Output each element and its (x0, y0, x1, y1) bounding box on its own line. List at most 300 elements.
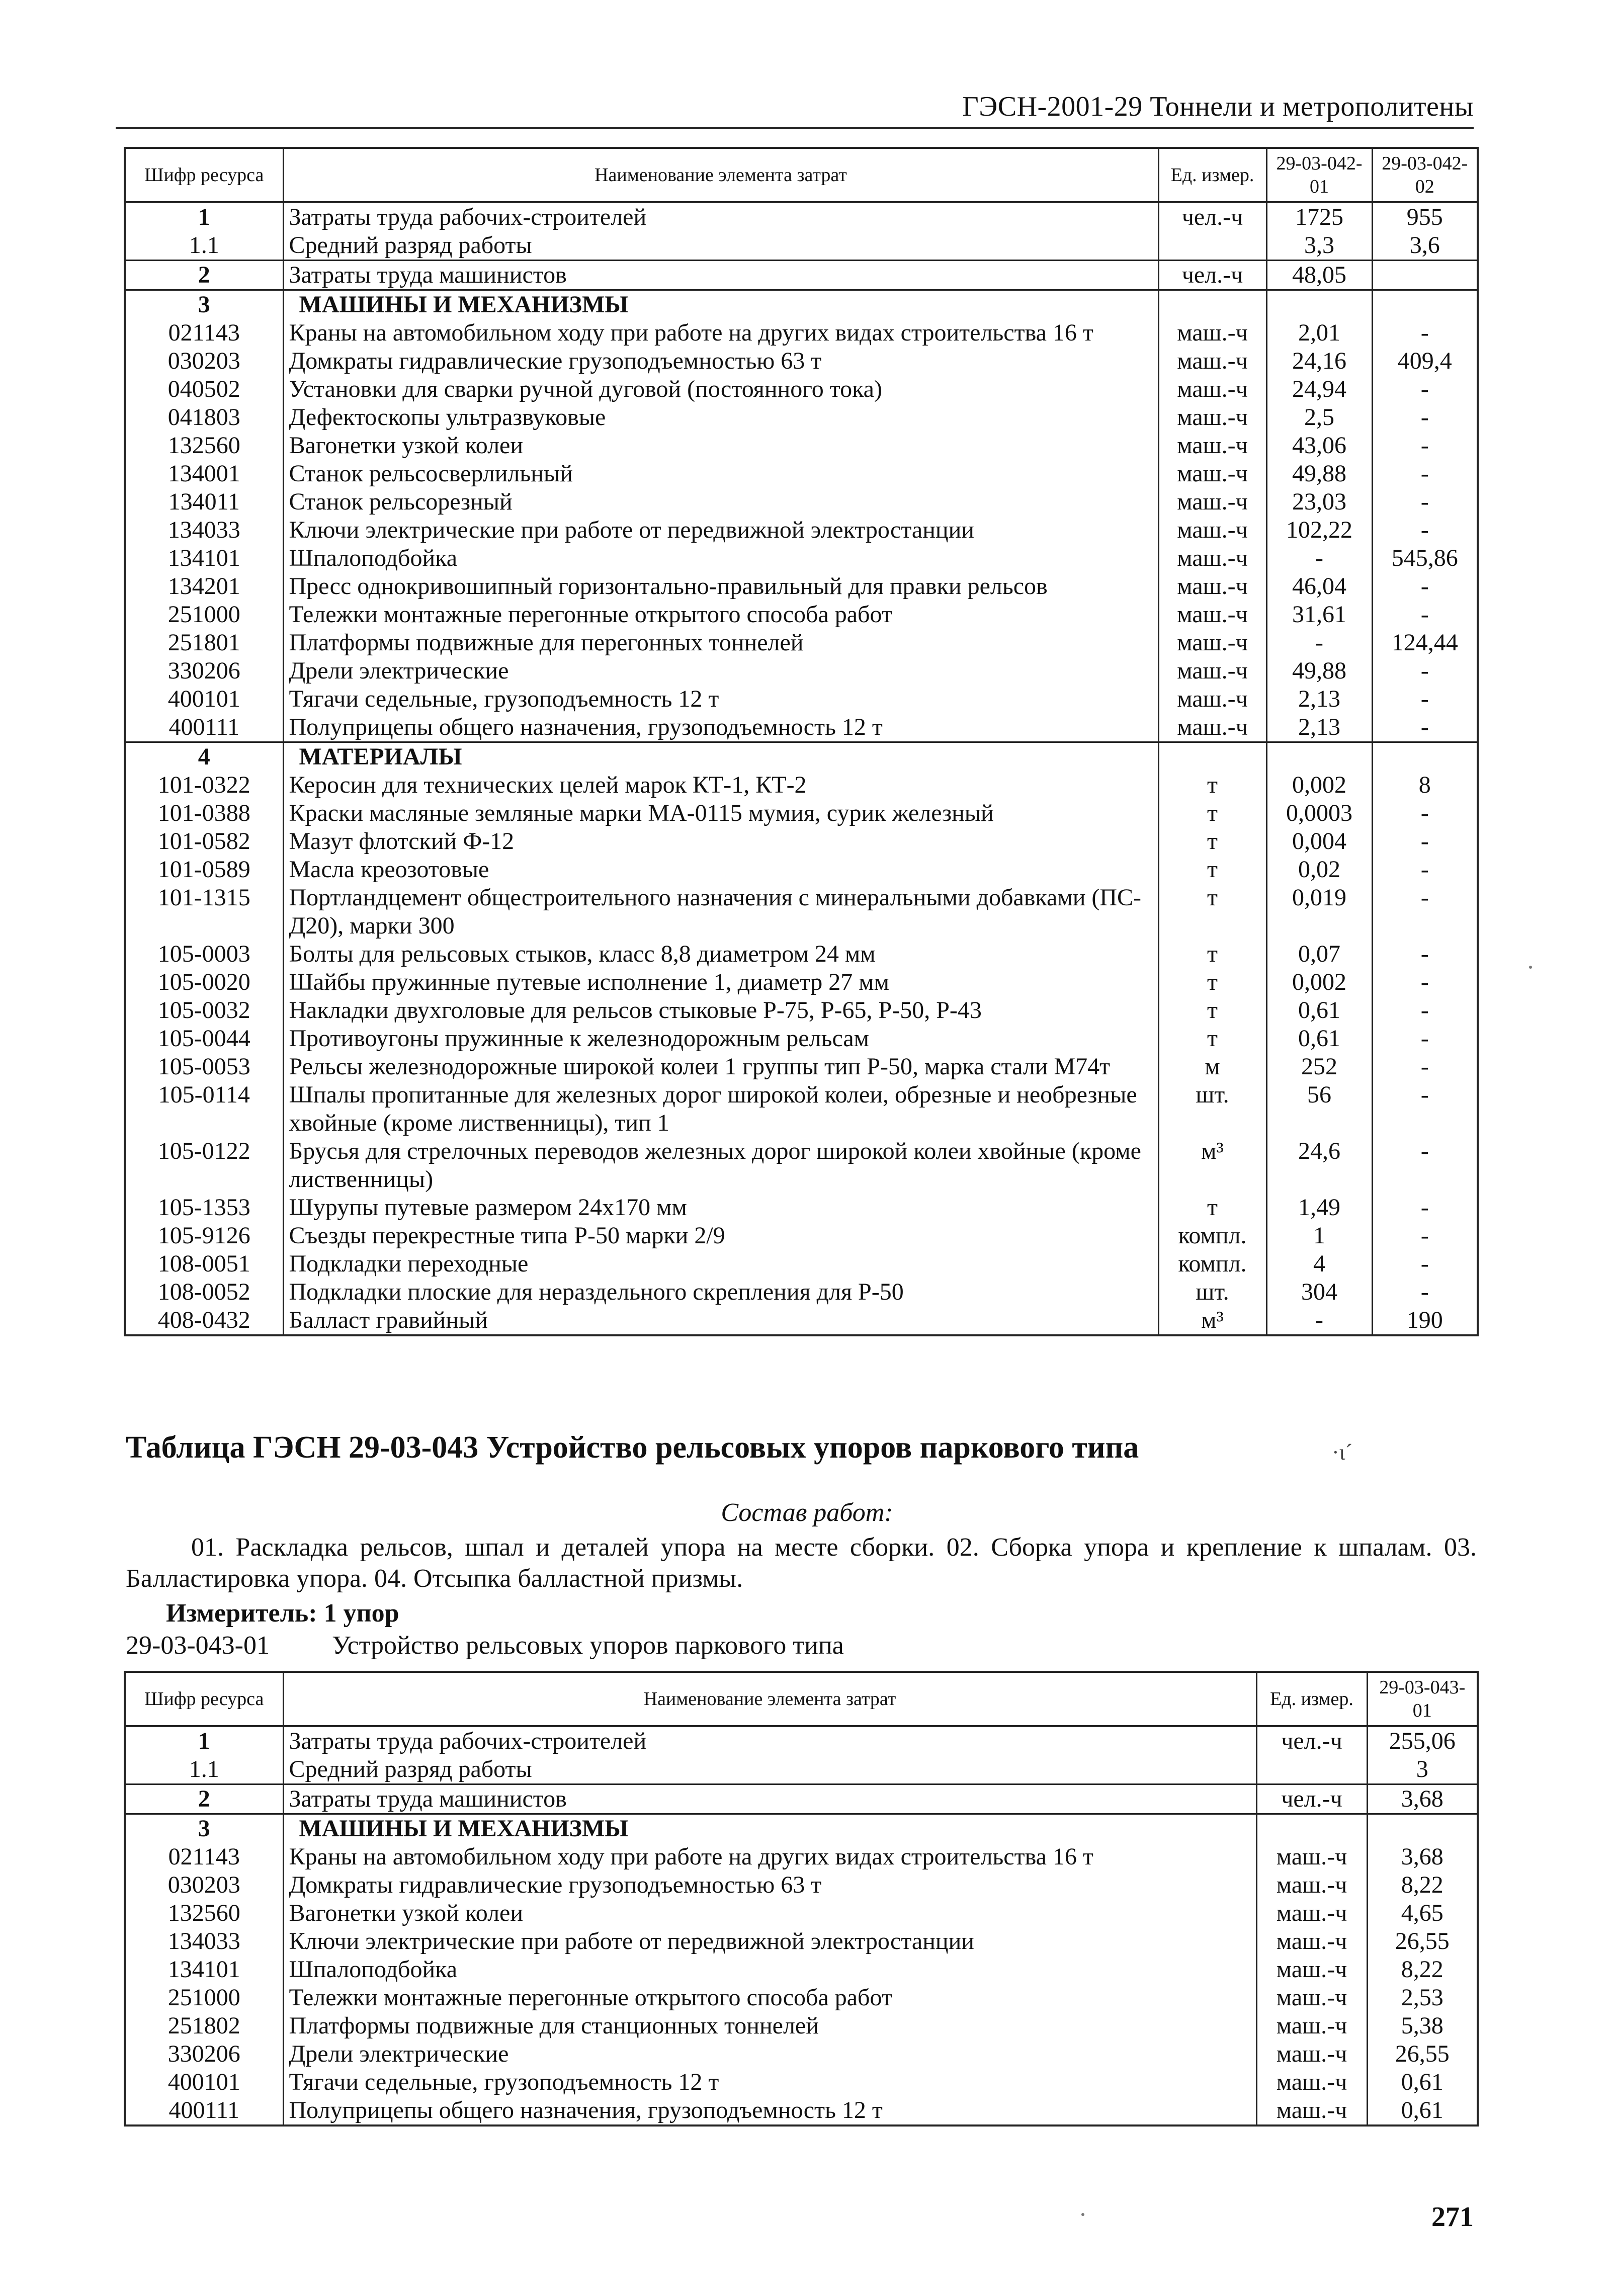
row-code: 105-0122 (125, 1137, 283, 1194)
table-row (125, 1984, 1478, 2012)
row-name: Пресс однокривошипный горизонтально-правильный для правки рельсов (283, 572, 1158, 601)
row-unit: маш.-ч (1256, 2040, 1367, 2068)
table-row (125, 771, 1478, 799)
row-value-2: - (1372, 657, 1478, 685)
table-body (125, 202, 1478, 1335)
row-name: Ключи электрические при работе от передвижной электростанции (283, 1927, 1256, 1955)
row-value-2: - (1372, 799, 1478, 827)
row-unit: маш.-ч (1256, 1843, 1367, 1871)
meter-label: Измеритель: (166, 1599, 317, 1628)
row-value-1: 0,61 (1367, 2068, 1478, 2096)
row-value-2: - (1372, 713, 1478, 742)
row-code: 2 (125, 261, 283, 290)
row-code: 105-1353 (125, 1194, 283, 1222)
row-value-1: 24,16 (1266, 347, 1372, 375)
table-row (125, 403, 1478, 432)
row-code: 105-0053 (125, 1053, 283, 1081)
row-unit: т (1158, 1194, 1266, 1222)
row-value-1 (1266, 290, 1372, 319)
table-row (125, 261, 1478, 290)
table-row (125, 572, 1478, 601)
row-value-1: 3,68 (1367, 1784, 1478, 1814)
row-code: 4 (125, 742, 283, 772)
row-code: 101-0322 (125, 771, 283, 799)
row-unit: т (1158, 996, 1266, 1025)
page-header: ГЭСН-2001-29 Тоннели и метрополитены (116, 91, 1474, 129)
row-name: Съезды перекрестные типа Р-50 марки 2/9 (283, 1222, 1158, 1250)
row-code: 251802 (125, 2012, 283, 2040)
norm-code: 29-03-043-01 (126, 1631, 270, 1660)
row-value-2: 124,44 (1372, 629, 1478, 657)
row-value-2: 545,86 (1372, 544, 1478, 572)
row-code: 2 (125, 1784, 283, 1814)
table-row (125, 2012, 1478, 2040)
row-value-2: - (1372, 1025, 1478, 1053)
row-name: Станок рельсосверлильный (283, 460, 1158, 488)
works-description: 01. Раскладка рельсов, шпал и деталей упора на месте сборки. 02. Сборка упора и крепление к шпалам. 03. Балластировка упора. 04. Отсыпка балластной призмы. (126, 1533, 1477, 1593)
row-unit (1158, 290, 1266, 319)
row-name: Масла креозотовые (283, 856, 1158, 884)
row-code: 1 (125, 202, 283, 231)
row-unit: маш.-ч (1158, 488, 1266, 516)
row-value-1: 3 (1367, 1755, 1478, 1784)
row-code: 134201 (125, 572, 283, 601)
row-code: 108-0052 (125, 1278, 283, 1306)
row-unit: маш.-ч (1158, 516, 1266, 544)
row-code: 030203 (125, 347, 283, 375)
row-code: 134001 (125, 460, 283, 488)
row-value-2: - (1372, 1194, 1478, 1222)
row-value-1: - (1266, 544, 1372, 572)
row-name: Брусья для стрелочных переводов железных дорог широкой колеи хвойные (кроме лиственницы) (283, 1137, 1158, 1194)
row-code: 400111 (125, 2096, 283, 2125)
row-value-1: 31,61 (1266, 601, 1372, 629)
row-unit (1256, 1814, 1367, 1843)
row-value-1: 0,07 (1266, 940, 1372, 968)
row-unit: маш.-ч (1158, 403, 1266, 432)
table-row (125, 375, 1478, 403)
row-unit: маш.-ч (1158, 685, 1266, 713)
table-row (125, 601, 1478, 629)
row-code: 105-0044 (125, 1025, 283, 1053)
row-unit: чел.-ч (1158, 261, 1266, 290)
meter-value: 1 упор (323, 1599, 399, 1628)
row-value-2: 8 (1372, 771, 1478, 799)
row-unit: компл. (1158, 1222, 1266, 1250)
section-row (125, 1814, 1478, 1843)
table-row (125, 1137, 1478, 1194)
row-name: Краны на автомобильном ходу при работе на других видах строительства 16 т (283, 319, 1158, 347)
row-value-1: 0,002 (1266, 771, 1372, 799)
row-value-1: 2,01 (1266, 319, 1372, 347)
row-value-2: - (1372, 488, 1478, 516)
row-code: 105-0020 (125, 968, 283, 996)
row-name: Средний разряд работы (283, 1755, 1256, 1784)
row-name: Платформы подвижные для перегонных тоннелей (283, 629, 1158, 657)
table-row (125, 629, 1478, 657)
table-row (125, 347, 1478, 375)
row-code: 030203 (125, 1871, 283, 1899)
row-value-2: - (1372, 319, 1478, 347)
col-header-unit: Ед. измер. (1158, 148, 1266, 202)
table-row (125, 996, 1478, 1025)
row-value-1: 46,04 (1266, 572, 1372, 601)
row-value-1: 48,05 (1266, 261, 1372, 290)
row-unit: маш.-ч (1256, 1899, 1367, 1927)
row-code: 101-0589 (125, 856, 283, 884)
scan-mark: ·ɩ´ (1332, 1440, 1353, 1465)
row-unit: чел.-ч (1256, 1726, 1367, 1755)
table-row (125, 856, 1478, 884)
row-name: МАШИНЫ И МЕХАНИЗМЫ (283, 1814, 1256, 1843)
row-unit: маш.-ч (1256, 1871, 1367, 1899)
meter-line (166, 1598, 399, 1629)
row-name: Накладки двухголовые для рельсов стыковые Р-75, Р-65, Р-50, Р-43 (283, 996, 1158, 1025)
row-code: 101-0388 (125, 799, 283, 827)
row-value-1: - (1266, 629, 1372, 657)
row-unit: м³ (1158, 1137, 1266, 1194)
row-name: Затраты труда рабочих-строителей (283, 1726, 1256, 1755)
row-value-2: - (1372, 1137, 1478, 1194)
row-value-1: 24,94 (1266, 375, 1372, 403)
col-header-code: Шифр ресурса (125, 1672, 283, 1726)
row-unit: чел.-ч (1158, 202, 1266, 231)
row-code: 132560 (125, 1899, 283, 1927)
row-name: Краны на автомобильном ходу при работе на других видах строительства 16 т (283, 1843, 1256, 1871)
row-value-1: 0,019 (1266, 884, 1372, 940)
row-unit: маш.-ч (1256, 1955, 1367, 1984)
row-name: Вагонетки узкой колеи (283, 432, 1158, 460)
row-value-1: 23,03 (1266, 488, 1372, 516)
row-value-2: - (1372, 856, 1478, 884)
row-name: МАТЕРИАЛЫ (283, 742, 1158, 772)
row-name: Домкраты гидравлические грузоподъемностью 63 т (283, 347, 1158, 375)
resource-table-042 (124, 147, 1479, 1336)
row-code: 134033 (125, 1927, 283, 1955)
row-unit: маш.-ч (1158, 629, 1266, 657)
row-unit: маш.-ч (1158, 601, 1266, 629)
row-name: Ключи электрические при работе от передвижной электростанции (283, 516, 1158, 544)
row-code: 108-0051 (125, 1250, 283, 1278)
row-name: Мазут флотский Ф-12 (283, 827, 1158, 856)
row-unit: м³ (1158, 1306, 1266, 1335)
table-row (125, 1899, 1478, 1927)
row-value-2: - (1372, 601, 1478, 629)
row-value-2: - (1372, 1250, 1478, 1278)
table-row (125, 1306, 1478, 1335)
row-code: 400111 (125, 713, 283, 742)
row-unit: т (1158, 940, 1266, 968)
row-value-1: 1 (1266, 1222, 1372, 1250)
row-value-2: - (1372, 375, 1478, 403)
row-unit (1158, 231, 1266, 261)
row-name: Платформы подвижные для станционных тоннелей (283, 2012, 1256, 2040)
table-row (125, 202, 1478, 231)
row-code: 134101 (125, 1955, 283, 1984)
row-value-1: 24,6 (1266, 1137, 1372, 1194)
row-code: 105-0003 (125, 940, 283, 968)
table-row (125, 1194, 1478, 1222)
table-row (125, 799, 1478, 827)
row-code: 330206 (125, 2040, 283, 2068)
table-row (125, 1843, 1478, 1871)
table-row (125, 1081, 1478, 1137)
row-value-2: - (1372, 827, 1478, 856)
row-value-2 (1372, 742, 1478, 772)
row-code: 3 (125, 290, 283, 319)
row-value-2: 190 (1372, 1306, 1478, 1335)
row-unit: маш.-ч (1158, 460, 1266, 488)
table-row (125, 1955, 1478, 1984)
row-unit: маш.-ч (1256, 2068, 1367, 2096)
row-unit: маш.-ч (1158, 347, 1266, 375)
table-row (125, 1278, 1478, 1306)
table-row (125, 488, 1478, 516)
row-code: 251801 (125, 629, 283, 657)
table-row (125, 940, 1478, 968)
row-code: 3 (125, 1814, 283, 1843)
row-code: 1.1 (125, 231, 283, 261)
row-value-2: - (1372, 685, 1478, 713)
row-code: 330206 (125, 657, 283, 685)
row-value-1: 5,38 (1367, 2012, 1478, 2040)
table-row (125, 544, 1478, 572)
row-value-1: 49,88 (1266, 460, 1372, 488)
row-name: Полуприцепы общего назначения, грузоподъемность 12 т (283, 713, 1158, 742)
row-unit: маш.-ч (1158, 713, 1266, 742)
row-value-1: 0,61 (1266, 996, 1372, 1025)
row-unit: маш.-ч (1158, 375, 1266, 403)
row-name: Шпалоподбойка (283, 544, 1158, 572)
row-unit: маш.-ч (1256, 2012, 1367, 2040)
col-header-norm-1: 29-03-042-01 (1266, 148, 1372, 202)
row-name: Тележки монтажные перегонные открытого способа работ (283, 601, 1158, 629)
row-name: Установки для сварки ручной дуговой (постоянного тока) (283, 375, 1158, 403)
col-header-norm-2: 29-03-042-02 (1372, 148, 1478, 202)
table-row (125, 2068, 1478, 2096)
row-value-1: 3,68 (1367, 1843, 1478, 1871)
row-value-2: - (1372, 403, 1478, 432)
row-name: Станок рельсорезный (283, 488, 1158, 516)
row-unit: т (1158, 856, 1266, 884)
table-row (125, 460, 1478, 488)
row-name: Затраты труда рабочих-строителей (283, 202, 1158, 231)
table-row (125, 1755, 1478, 1784)
row-name: Балласт гравийный (283, 1306, 1158, 1335)
row-code: 101-1315 (125, 884, 283, 940)
row-unit: маш.-ч (1158, 319, 1266, 347)
table-row (125, 319, 1478, 347)
section-row (125, 290, 1478, 319)
table-row (125, 968, 1478, 996)
row-code: 134033 (125, 516, 283, 544)
row-code: 134101 (125, 544, 283, 572)
row-value-1: 26,55 (1367, 2040, 1478, 2068)
row-name: Краски масляные земляные марки МА-0115 мумия, сурик железный (283, 799, 1158, 827)
row-code: 105-0114 (125, 1081, 283, 1137)
row-value-1: 0,61 (1266, 1025, 1372, 1053)
row-value-1: - (1266, 1306, 1372, 1335)
row-name: Полуприцепы общего назначения, грузоподъемность 12 т (283, 2096, 1256, 2125)
row-value-1: 8,22 (1367, 1955, 1478, 1984)
table-row (125, 1927, 1478, 1955)
row-unit: м (1158, 1053, 1266, 1081)
row-value-2: 955 (1372, 202, 1478, 231)
row-value-1: 0,004 (1266, 827, 1372, 856)
row-unit: компл. (1158, 1250, 1266, 1278)
table-row (125, 1726, 1478, 1755)
table-row (125, 1053, 1478, 1081)
row-code: 132560 (125, 432, 283, 460)
row-name: Подкладки плоские для нераздельного скрепления для Р-50 (283, 1278, 1158, 1306)
row-value-1: 0,0003 (1266, 799, 1372, 827)
row-value-2 (1372, 290, 1478, 319)
row-value-1: 0,61 (1367, 2096, 1478, 2125)
row-code: 400101 (125, 2068, 283, 2096)
row-name: Противоугоны пружинные к железнодорожным рельсам (283, 1025, 1158, 1053)
row-name: Дефектоскопы ультразвуковые (283, 403, 1158, 432)
table-row (125, 231, 1478, 261)
row-name: Дрели электрические (283, 2040, 1256, 2068)
row-name: Дрели электрические (283, 657, 1158, 685)
row-unit: маш.-ч (1158, 572, 1266, 601)
table-row (125, 1222, 1478, 1250)
row-value-1: 56 (1266, 1081, 1372, 1137)
row-value-1: 49,88 (1266, 657, 1372, 685)
table-body (125, 1726, 1478, 2125)
table-row (125, 2096, 1478, 2125)
row-code: 021143 (125, 1843, 283, 1871)
table-row (125, 713, 1478, 742)
col-header-code: Шифр ресурса (125, 148, 283, 202)
row-value-1 (1266, 742, 1372, 772)
col-header-unit: Ед. измер. (1256, 1672, 1367, 1726)
row-value-2: 3,6 (1372, 231, 1478, 261)
row-value-1: 252 (1266, 1053, 1372, 1081)
table-row (125, 1025, 1478, 1053)
works-heading: Состав работ: (721, 1498, 893, 1527)
row-value-2 (1372, 261, 1478, 290)
row-name: Болты для рельсовых стыков, класс 8,8 диаметром 24 мм (283, 940, 1158, 968)
row-unit: маш.-ч (1256, 1927, 1367, 1955)
row-value-1: 1725 (1266, 202, 1372, 231)
table-row (125, 516, 1478, 544)
row-name: Рельсы железнодорожные широкой колеи 1 группы тип Р-50, марка стали М74т (283, 1053, 1158, 1081)
row-value-1: 2,13 (1266, 685, 1372, 713)
row-unit: т (1158, 968, 1266, 996)
row-unit: т (1158, 771, 1266, 799)
resource-table-043 (124, 1671, 1479, 2127)
row-value-1: 1,49 (1266, 1194, 1372, 1222)
table-row (125, 432, 1478, 460)
col-header-name: Наименование элемента затрат (283, 148, 1158, 202)
table-title: Таблица ГЭСН 29-03-043 Устройство рельсовых упоров паркового типа (126, 1430, 1139, 1465)
row-value-1: 4 (1266, 1250, 1372, 1278)
row-unit (1158, 742, 1266, 772)
row-value-2: 409,4 (1372, 347, 1478, 375)
row-unit: шт. (1158, 1278, 1266, 1306)
col-header-norm-1: 29-03-043-01 (1367, 1672, 1478, 1726)
row-name: Шурупы путевые размером 24x170 мм (283, 1194, 1158, 1222)
row-value-2: - (1372, 460, 1478, 488)
col-header-name: Наименование элемента затрат (283, 1672, 1256, 1726)
row-unit: т (1158, 884, 1266, 940)
table-row (125, 2040, 1478, 2068)
row-code: 1.1 (125, 1755, 283, 1784)
row-value-2: - (1372, 940, 1478, 968)
table-row (125, 685, 1478, 713)
row-name: Средний разряд работы (283, 231, 1158, 261)
row-value-1 (1367, 1814, 1478, 1843)
table-row (125, 657, 1478, 685)
row-code: 101-0582 (125, 827, 283, 856)
row-code: 408-0432 (125, 1306, 283, 1335)
row-code: 040502 (125, 375, 283, 403)
row-name: Подкладки переходные (283, 1250, 1158, 1278)
row-code: 105-0032 (125, 996, 283, 1025)
row-unit: маш.-ч (1256, 2096, 1367, 2125)
row-name: Шайбы пружинные путевые исполнение 1, диаметр 27 мм (283, 968, 1158, 996)
row-code: 251000 (125, 601, 283, 629)
row-value-2: - (1372, 1053, 1478, 1081)
row-code: 105-9126 (125, 1222, 283, 1250)
row-unit: чел.-ч (1256, 1784, 1367, 1814)
row-value-1: 304 (1266, 1278, 1372, 1306)
row-value-1: 0,002 (1266, 968, 1372, 996)
row-value-1: 2,53 (1367, 1984, 1478, 2012)
row-value-2: - (1372, 572, 1478, 601)
row-value-1: 43,06 (1266, 432, 1372, 460)
row-value-1: 255,06 (1367, 1726, 1478, 1755)
row-unit: шт. (1158, 1081, 1266, 1137)
row-name: Шпалы пропитанные для железных дорог широкой колеи, обрезные и необрезные хвойные (кроме лиственницы), тип 1 (283, 1081, 1158, 1137)
row-value-1: 8,22 (1367, 1871, 1478, 1899)
row-name: Тележки монтажные перегонные открытого способа работ (283, 1984, 1256, 2012)
scan-dot (1081, 2213, 1084, 2216)
row-name: Портландцемент общестроительного назначения с минеральными добавками (ПС-Д20), марки 300 (283, 884, 1158, 940)
page-number: 271 (1431, 2201, 1474, 2233)
row-unit: т (1158, 1025, 1266, 1053)
row-unit: т (1158, 827, 1266, 856)
table-row (125, 1871, 1478, 1899)
row-name: Вагонетки узкой колеи (283, 1899, 1256, 1927)
table-row (125, 1784, 1478, 1814)
row-code: 134011 (125, 488, 283, 516)
row-name: Затраты труда машинистов (283, 1784, 1256, 1814)
row-value-2: - (1372, 516, 1478, 544)
row-code: 1 (125, 1726, 283, 1755)
row-value-1: 4,65 (1367, 1899, 1478, 1927)
table-row (125, 1250, 1478, 1278)
row-name: Керосин для технических целей марок КТ-1, КТ-2 (283, 771, 1158, 799)
row-value-1: 2,5 (1266, 403, 1372, 432)
row-value-1: 102,22 (1266, 516, 1372, 544)
row-name: Тягачи седельные, грузоподъемность 12 т (283, 2068, 1256, 2096)
row-value-2: - (1372, 1222, 1478, 1250)
row-unit: маш.-ч (1158, 657, 1266, 685)
scan-dot (1529, 966, 1532, 969)
row-name: МАШИНЫ И МЕХАНИЗМЫ (283, 290, 1158, 319)
row-unit: т (1158, 799, 1266, 827)
row-value-2: - (1372, 884, 1478, 940)
row-code: 400101 (125, 685, 283, 713)
row-unit (1256, 1755, 1367, 1784)
row-code: 041803 (125, 403, 283, 432)
row-value-1: 3,3 (1266, 231, 1372, 261)
row-value-1: 0,02 (1266, 856, 1372, 884)
row-value-2: - (1372, 1278, 1478, 1306)
row-value-1: 2,13 (1266, 713, 1372, 742)
